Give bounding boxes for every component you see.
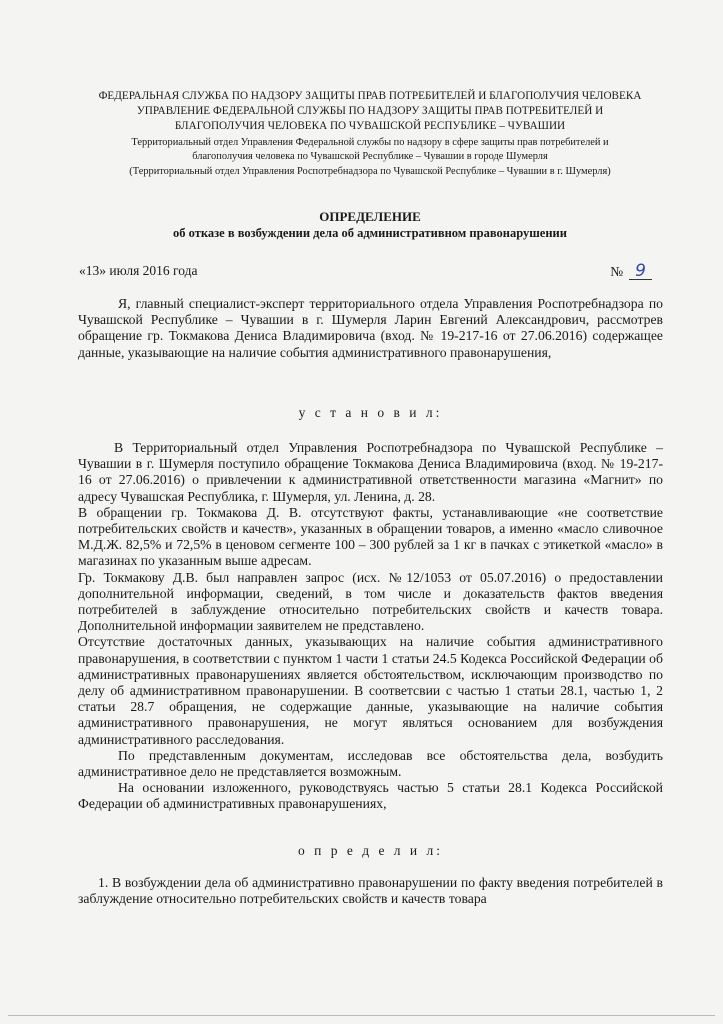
intro-paragraph-block bbox=[78, 296, 663, 361]
page-edge-divider bbox=[8, 1015, 715, 1016]
findings-block bbox=[78, 440, 663, 813]
agency-name-line-2: УПРАВЛЕНИЕ ФЕДЕРАЛЬНОЙ СЛУЖБЫ ПО НАДЗОРУ ЗАЩИТЫ ПРАВ ПОТРЕБИТЕЛЕЙ И bbox=[136, 105, 604, 117]
findings-paragraph-6: На основании изложенного, руководствуясь частью 5 статьи 28.1 Кодекса Российской Федерации об административных правонарушениях, bbox=[78, 780, 663, 812]
findings-paragraph-5: По представленным документам, исследовав все обстоятельства дела, возбудить административное дело не представляется возможным. bbox=[78, 747, 663, 780]
number-label: № bbox=[610, 264, 624, 279]
decision-block bbox=[78, 875, 663, 907]
document-title: ОПРЕДЕЛЕНИЕ bbox=[319, 209, 421, 224]
intro-paragraph: Я, главный специалист-эксперт территориального отдела Управления Роспотребнадзора по Чувашской Республике – Чувашии в г. Шумерля Ларин Евгений Александрович, рассмотрев обращение гр. Токмакова Дениса Владимировича (вход. № 19-217-16 от 27.06.2016) содержащее данные, указывающие на наличие события административного правонарушения, bbox=[78, 296, 663, 360]
document-date: «13» июля 2016 года bbox=[79, 263, 198, 278]
findings-paragraph-4: Отсутствие достаточных данных, указывающих на наличие события административного правонарушения, в соответствии с пунктом 1 части 1 статьи 24.5 Кодекса Российской Федерации об административных правонарушениях является обстоятельством, исключающим производство по делу об административном правонарушении. В соответсвии с частью 1 статьи 28.1, частью 1, 2 статьи 28.7 обращения, не содержащие данные, указывающие на наличие события административного правонарушения, не могут являться основанием для возбуждения административного расследования. bbox=[78, 634, 663, 747]
document-number bbox=[610, 263, 652, 280]
established-heading: у с т а н о в и л: bbox=[298, 405, 443, 420]
office-name-line-3: (Территориальный отдел Управления Роспотребнадзора по Чувашской Республике – Чувашии в г. Шумерля) bbox=[129, 166, 611, 177]
date-number-row bbox=[79, 263, 662, 279]
decided-heading: о п р е д е л и л: bbox=[297, 843, 444, 858]
agency-name-line-3: БЛАГОПОЛУЧИЯ ЧЕЛОВЕКА ПО ЧУВАШСКОЙ РЕСПУБЛИКЕ – ЧУВАШИИ bbox=[174, 120, 566, 132]
agency-name-line-1: ФЕДЕРАЛЬНАЯ СЛУЖБА ПО НАДЗОРУ ЗАЩИТЫ ПРАВ ПОТРЕБИТЕЛЕЙ И БЛАГОПОЛУЧИЯ ЧЕЛОВЕКА bbox=[98, 90, 642, 102]
findings-paragraph-3: Гр. Токмакову Д.В. был направлен запрос (исх. №12/1053 от 05.07.2016) о предоставлении дополнительной информации, сведений, в том числе и доказательств фактов введения потребителей в заблуждение относительно потребительских свойств и качеств товара. Дополнительной информации заявителем не представлено. bbox=[78, 569, 663, 634]
findings-paragraph-2: В обращении гр. Токмакова Д. В. отсутствуют факты, устанавливающие «не соответствие потребительских свойств и качеств», указанных в обращении товаров, а именно «масло сливочное М.Д.Ж. 82,5% и 72,5% в ценовом сегменте 100 – 300 рублей за 1 кг в пачках с этикеткой «масло» в магазинах по указанным выше адресам. bbox=[78, 504, 663, 569]
handwritten-number: 9 bbox=[629, 263, 652, 280]
findings-paragraph-1: В Территориальный отдел Управления Роспотребнадзора по Чувашской Республике – Чувашии в г. Шумерля поступило обращение Токмакова Дениса Владимировича (вход. № 19-217-16 от 27.06.2016) о привлечении к административной ответственности магазина «Магнит» по адресу Чувашская Республика, г. Шумерля, ул. Ленина, д. 28. bbox=[78, 440, 663, 504]
decision-item-1: 1. В возбуждении дела об административно правонарушении по факту введения потребителей в заблуждение относительно потребительских свойств и качеств товара bbox=[78, 875, 663, 907]
office-name-line-1: Территориальный отдел Управления Федеральной службы по надзору в сфере защиты прав потребителей и bbox=[131, 137, 609, 148]
office-name-line-2: благополучия человека по Чувашской Республике – Чувашии в городе Шумерля bbox=[192, 151, 548, 162]
document-subtitle: об отказе в возбуждении дела об административном правонарушении bbox=[173, 226, 567, 240]
